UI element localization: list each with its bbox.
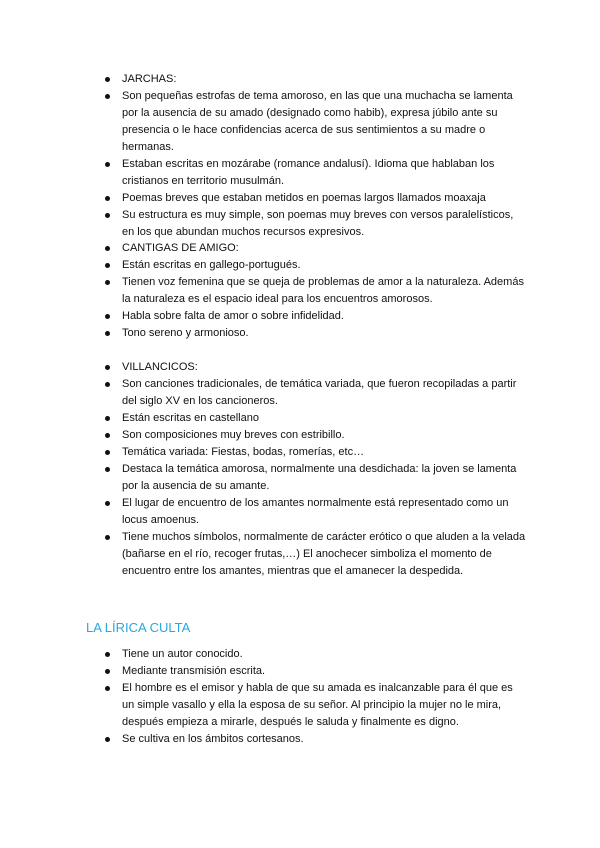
list-item: Son pequeñas estrofas de tema amoroso, en las que una muchacha se lamenta por la ausencia de su amado (designado como habib), expresa júbilo ante su presencia o le hace confidencias acerca de sus sentimientos a su madre o hermanas. xyxy=(104,88,528,156)
list-item-cantigas-title: CANTIGAS DE AMIGO: xyxy=(104,240,528,257)
cantigas-list xyxy=(104,240,528,342)
list-item: Habla sobre falta de amor o sobre infidelidad. xyxy=(104,308,528,325)
section-heading-lirica-culta: LA LÍRICA CULTA xyxy=(86,620,191,635)
list-item: Tono sereno y armonioso. xyxy=(104,325,528,342)
list-item: Son canciones tradicionales, de temática variada, que fueron recopiladas a partir del siglo XV en los cancioneros. xyxy=(104,376,528,410)
list-item: El lugar de encuentro de los amantes normalmente está representado como un locus amoenus. xyxy=(104,495,528,529)
list-item-jarchas-title: JARCHAS: xyxy=(104,71,528,88)
lirica-culta-list xyxy=(104,646,528,748)
list-item: Mediante transmisión escrita. xyxy=(104,663,528,680)
list-item: Tiene muchos símbolos, normalmente de carácter erótico o que aluden a la velada (bañarse en el río, recoger frutas,…) El anochecer simboliza el momento de encuentro entre los amantes, mientras que el amanecer la despedida. xyxy=(104,529,528,580)
list-item: Están escritas en gallego-portugués. xyxy=(104,257,528,274)
list-item: Su estructura es muy simple, son poemas muy breves con versos paralelísticos, en los que abundan muchos recursos expresivos. xyxy=(104,207,528,241)
list-item: Tienen voz femenina que se queja de problemas de amor a la naturaleza. Además la naturaleza es el espacio ideal para los encuentros amorosos. xyxy=(104,274,528,308)
list-item: Se cultiva en los ámbitos cortesanos. xyxy=(104,731,528,748)
list-item: Temática variada: Fiestas, bodas, romerías, etc… xyxy=(104,444,528,461)
list-item: Estaban escritas en mozárabe (romance andalusí). Idioma que hablaban los cristianos en territorio musulmán. xyxy=(104,156,528,190)
list-item: Tiene un autor conocido. xyxy=(104,646,528,663)
list-item: El hombre es el emisor y habla de que su amada es inalcanzable para él que es un simple vasallo y ella la esposa de su señor. Al principio la mujer no le mira, después empieza a mirarle, después le saluda y finalmente es digno. xyxy=(104,680,528,731)
list-item-villancicos-title: VILLANCICOS: xyxy=(104,359,528,376)
list-item: Son composiciones muy breves con estribillo. xyxy=(104,427,528,444)
villancicos-list xyxy=(104,359,528,580)
jarchas-list xyxy=(104,71,528,241)
list-item: Están escritas en castellano xyxy=(104,410,528,427)
list-item: Destaca la temática amorosa, normalmente una desdichada: la joven se lamenta por la ausencia de su amante. xyxy=(104,461,528,495)
list-item: Poemas breves que estaban metidos en poemas largos llamados moaxaja xyxy=(104,190,528,207)
